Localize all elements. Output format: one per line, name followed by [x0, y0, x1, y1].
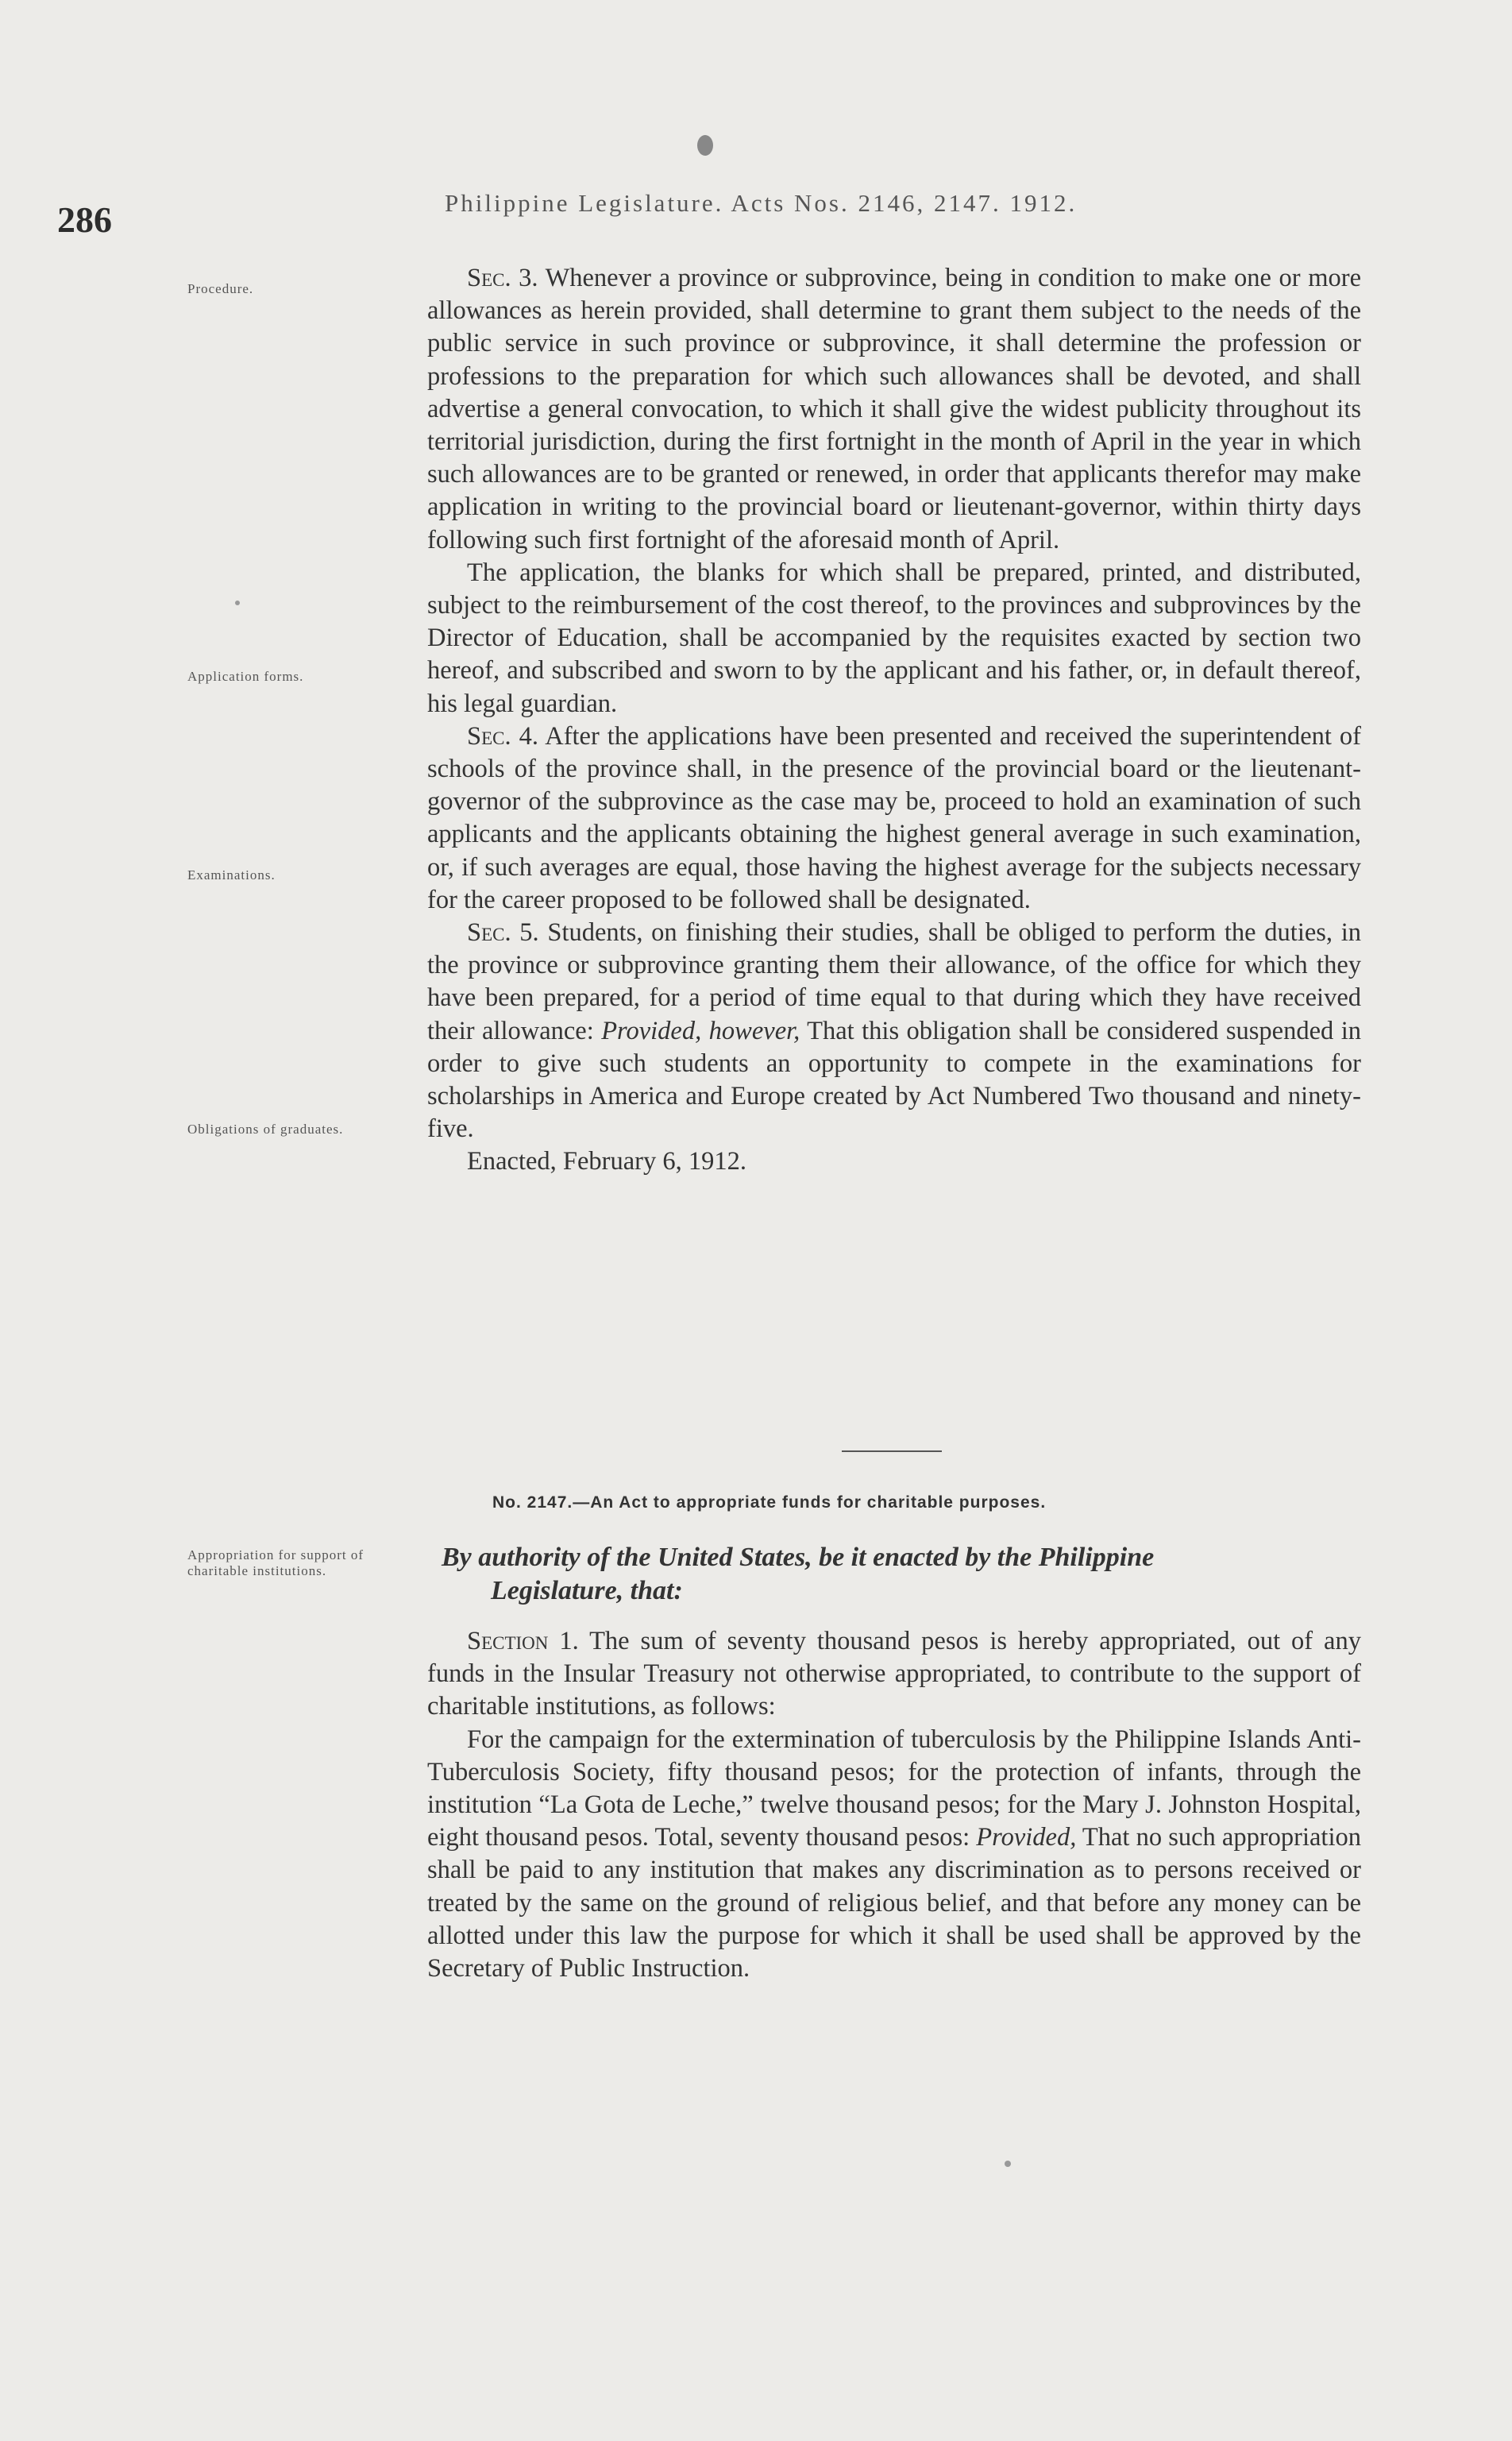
margin-note-obligations: Obligations of graduates. [187, 1122, 344, 1137]
application-paragraph: The application, the blanks for which shall be prepared, printed, and distributed, subject to the reimbursement of the cost thereof, to the provinces and subprovinces by the Director of Education, shall be accompanied by the requisites exacted by section two hereof, and subscribed and sworn to by the applicant and his father, or, in default thereof, his legal guardian. [427, 558, 1361, 718]
section-4-label: Sec. 4. [467, 721, 538, 751]
scan-speck [697, 135, 713, 156]
act-2146-body [427, 262, 1361, 1179]
enacting-line-1: By authority of the United States, be it enacted by the Philippine [442, 1543, 1155, 1572]
campaign-text-before: For the campaign for the extermination of tuberculosis by the Philippine Islands Anti-Tuberculosis Society, fifty thousand pesos; for the protection of infants, through the institution “La Gota de Leche,” twelve thousand pesos; for the Mary J. Johnston Hospital, eight thousand pesos. Total, seventy thousand pesos: [427, 1725, 1361, 1852]
section-1 [427, 1625, 1361, 1724]
margin-note-procedure: Procedure. [187, 281, 254, 296]
section-5-proviso: Provided, however, [601, 1016, 800, 1045]
campaign-text-after: That no such appropriation shall be paid to any institution that makes any discrimination as to persons received or treated by the same on the ground of religious belief, and that before any money can be allotted under this law the purpose for which it shall be used shall be approved by the Secretary of Public Instruction. [427, 1823, 1361, 1983]
enacting-clause [442, 1541, 1361, 1608]
section-1-text: The sum of seventy thousand pesos is hereby appropriated, out of any funds in the Insular Treasury not otherwise appropriated, to contribute to the support of charitable institutions, as follows: [427, 1627, 1361, 1721]
act-2147-body [427, 1625, 1361, 1985]
section-3-label: Sec. 3. [467, 264, 538, 292]
enacting-line-2: Legislature, that: [491, 1576, 683, 1605]
scan-speck [1005, 2161, 1011, 2167]
margin-note-appropriation: Appropriation for support of charitable institutions. [187, 1547, 364, 1578]
section-5-label: Sec. 5. [467, 918, 539, 948]
running-head: Philippine Legislature. Acts Nos. 2146, 2147. 1912. [445, 189, 1078, 217]
enacted-date: Enacted, February 6, 1912. [467, 1147, 746, 1176]
campaign-paragraph [427, 1724, 1361, 1986]
margin-note-examinations: Examinations. [187, 867, 276, 883]
section-5-text-before: Students, on finishing their studies, shall be obliged to perform the duties, in the province or subprovince granting them their allowance, of the office for which they have been prepared, for a period of time equal to that during which they have received their allowance: [427, 918, 1362, 1045]
act-2147-title: No. 2147.—An Act to appropriate funds for charitable purposes. [492, 1493, 1047, 1512]
section-divider [842, 1450, 942, 1452]
section-5-text-after: That this obligation shall be considered suspended in order to give such students an opportunity to compete in the examinations for scholarships in America and Europe created by Act Numbered Two thousand and ninety-five. [427, 1016, 1361, 1144]
section-3-text: Whenever a province or subprovince, being in condition to make one or more allowances as herein provided, shall determine to grant them subject to the needs of the public service in such province or subprovince, it shall determine the profession or professions to the preparation for which such allowances shall be devoted, and shall advertise a general convocation, to which it shall give the widest publicity throughout its territorial jurisdiction, during the first fortnight in the month of April in the year in which such allowances are to be granted or renewed, in order that applicants therefor may make application in writing to the provincial board or lieutenant-governor, within thirty days following such first fortnight of the aforesaid month of April. [427, 264, 1361, 554]
section-4-text: After the applications have been presented and received the superintendent of schools of the province shall, in the presence of the provincial board or the lieutenant-governor of the subprovince as the case may be, proceed to hold an examination of such applicants and the applicants obtaining the highest general average in such examination, or, if such averages are equal, those having the highest average for the subjects necessary for the career proposed to be followed shall be designated. [427, 721, 1361, 914]
scan-speck [235, 601, 240, 605]
section-5 [427, 917, 1361, 1145]
section-4 [427, 720, 1361, 917]
campaign-proviso: Provided, [976, 1823, 1077, 1852]
section-1-label: Section 1. [467, 1627, 579, 1655]
page-number: 286 [57, 199, 112, 240]
margin-note-application-forms: Application forms. [187, 669, 304, 684]
section-3 [427, 262, 1361, 557]
